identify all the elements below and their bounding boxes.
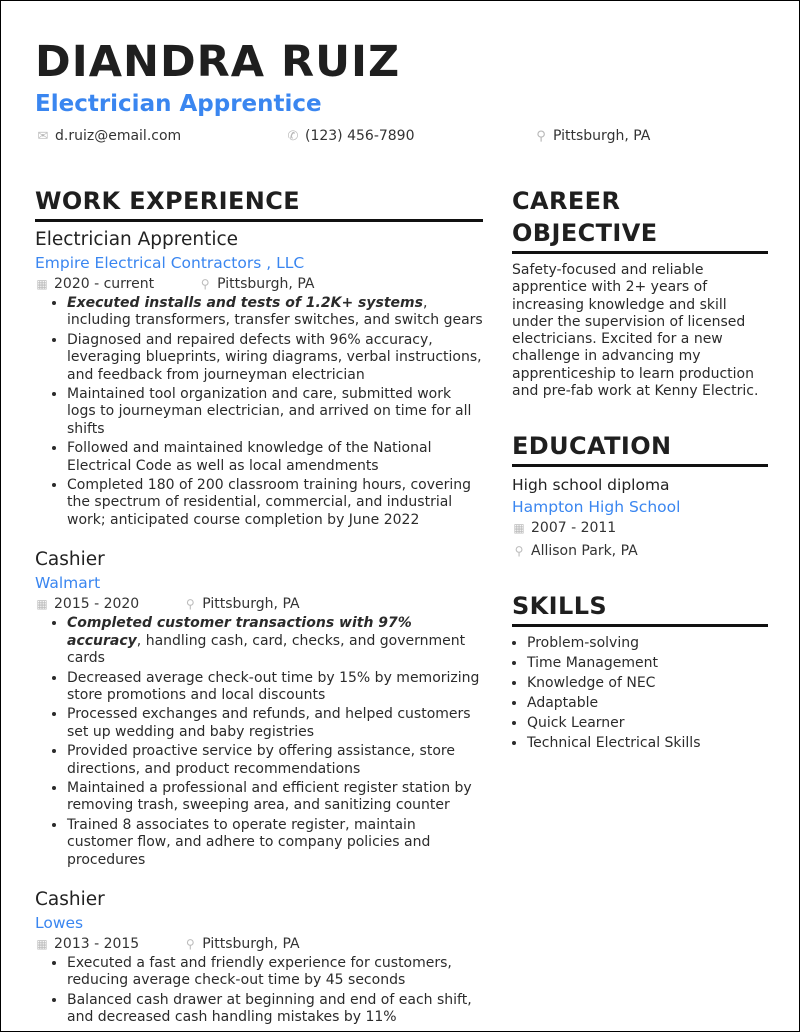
left-column <box>35 185 483 1029</box>
list-item <box>67 780 483 815</box>
bullet-text: Balanced cash drawer at beginning and end of each shift, and decreased cash handling mistakes by 11% <box>67 991 472 1026</box>
calendar-icon: ▦ <box>36 277 48 291</box>
job-bullets <box>35 295 483 529</box>
skills-list <box>512 633 768 753</box>
job-title: Cashier <box>35 888 105 910</box>
location-text: Pittsburgh, PA <box>553 128 651 144</box>
job-entry <box>35 887 483 1027</box>
bullet-text: Completed 180 of 200 classroom training hours, covering the spectrum of residential, commercial, and industrial work; anticipated course completion by June 2022 <box>67 477 472 528</box>
career-objective-heading <box>512 185 768 254</box>
map-pin-icon: ⚲ <box>536 129 546 144</box>
list-item: • Time Management <box>527 653 768 673</box>
candidate-name: DIANDRA RUIZ <box>35 37 401 87</box>
bullet-text: Decreased average check-out time by 15% by memorizing store promotions and local discounts <box>67 669 480 703</box>
envelope-icon: ✉ <box>37 129 49 144</box>
calendar-icon: ▦ <box>36 936 48 951</box>
bullet-text: , including transformers, transfer switches, and switch gears <box>67 295 483 329</box>
calendar-icon: ▦ <box>513 521 525 536</box>
list-item: • Technical Electrical Skills <box>527 733 768 753</box>
calendar-icon: ▦ <box>36 597 48 612</box>
job-bullets <box>35 615 483 869</box>
list-item <box>67 955 483 990</box>
map-pin-icon: ⚲ <box>185 936 195 951</box>
education-degree: High school diploma <box>512 476 670 495</box>
map-pin-icon: ⚲ <box>185 597 195 612</box>
list-item: • Adaptable <box>527 693 768 713</box>
job-dates: 2015 - 2020 <box>54 596 140 613</box>
job-bullets <box>35 955 483 1027</box>
map-pin-icon: ⚲ <box>514 544 524 559</box>
company-name: Empire Electrical Contractors , LLC <box>35 254 305 272</box>
bullet-text: Processed exchanges and refunds, and helped customers set up wedding and baby registries <box>67 706 471 740</box>
map-pin-icon: ⚲ <box>200 277 210 291</box>
list-item <box>67 440 483 475</box>
job-title: Cashier <box>35 549 105 571</box>
company-name: Walmart <box>35 574 101 593</box>
bullet-text: Executed a fast and friendly experience for customers, reducing average check-out time by 45 seconds <box>67 954 452 989</box>
bullet-text: Provided proactive service by offering assistance, store directions, and product recommendations <box>67 743 455 777</box>
list-item <box>67 817 483 869</box>
education-heading: EDUCATION <box>512 430 768 467</box>
heading-line: OBJECTIVE <box>512 219 658 247</box>
list-item <box>67 670 483 705</box>
list-item <box>67 477 483 529</box>
job-location: Pittsburgh, PA <box>217 276 315 292</box>
list-item <box>67 743 483 778</box>
bullet-text: , handling cash, card, checks, and government cards <box>67 632 466 667</box>
contact-location <box>533 126 650 147</box>
bullet-text: Diagnosed and repaired defects with 96% accuracy, leveraging blueprints, wiring diagrams, verbal instructions, and feedback from journeyman electrician <box>67 331 482 383</box>
bullet-highlight: Completed customer transactions with 97% accuracy <box>67 615 412 649</box>
edu-location-text: Allison Park, PA <box>531 543 638 560</box>
edu-dates-text: 2007 - 2011 <box>531 520 617 537</box>
list-item <box>67 706 483 741</box>
job-location: Pittsburgh, PA <box>202 596 300 613</box>
phone-text: (123) 456-7890 <box>305 128 415 144</box>
bullet-text: Maintained a professional and efficient register station by removing trash, sweeping area, and sanitizing counter <box>67 779 472 814</box>
job-meta <box>35 274 483 295</box>
contact-phone <box>285 126 415 147</box>
job-entry <box>35 227 483 529</box>
heading-line: CAREER <box>512 187 621 215</box>
email-text: d.ruiz@email.com <box>55 128 182 144</box>
list-item <box>67 386 483 438</box>
list-item: • Knowledge of NEC <box>527 673 768 693</box>
bullet-text: Followed and maintained knowledge of the National Electrical Code as well as local amendments <box>67 440 432 474</box>
education-location <box>512 541 768 562</box>
education-dates <box>512 518 768 539</box>
contact-email <box>35 126 181 147</box>
school-name: Hampton High School <box>512 498 681 517</box>
bullet-highlight: Executed installs and tests of 1.2K+ systems <box>67 295 423 311</box>
list-item: • Quick Learner <box>527 713 768 733</box>
objective-text: Safety-focused and reliable apprentice with 2+ years of increasing knowledge and skill under the supervision of licensed electricians. Excited for a new challenge in advancing my apprenticeship to learn production and pre-fab work at Kenny Electric. <box>512 262 759 400</box>
job-entry <box>35 547 483 869</box>
job-dates: 2020 - current <box>54 276 155 292</box>
job-location: Pittsburgh, PA <box>202 935 300 952</box>
bullet-text: Trained 8 associates to operate register, maintain customer flow, and adhere to company policies and procedures <box>67 816 431 868</box>
list-item: • Problem-solving <box>527 633 768 653</box>
company-name: Lowes <box>35 913 84 932</box>
job-title: Electrician Apprentice <box>35 229 239 250</box>
list-item <box>67 615 483 667</box>
job-meta <box>35 934 483 955</box>
list-item <box>67 332 483 384</box>
phone-icon: ✆ <box>287 129 299 144</box>
right-column <box>512 185 768 753</box>
skills-heading: SKILLS <box>512 590 768 627</box>
job-meta <box>35 594 483 615</box>
list-item <box>67 992 483 1027</box>
bullet-text: Maintained tool organization and care, submitted work logs to journeyman electrician, and arrived on time for all shifts <box>67 386 472 437</box>
work-experience-heading: WORK EXPERIENCE <box>35 185 483 222</box>
job-dates: 2013 - 2015 <box>54 935 140 952</box>
list-item <box>67 295 483 330</box>
candidate-title: Electrician Apprentice <box>35 91 322 117</box>
